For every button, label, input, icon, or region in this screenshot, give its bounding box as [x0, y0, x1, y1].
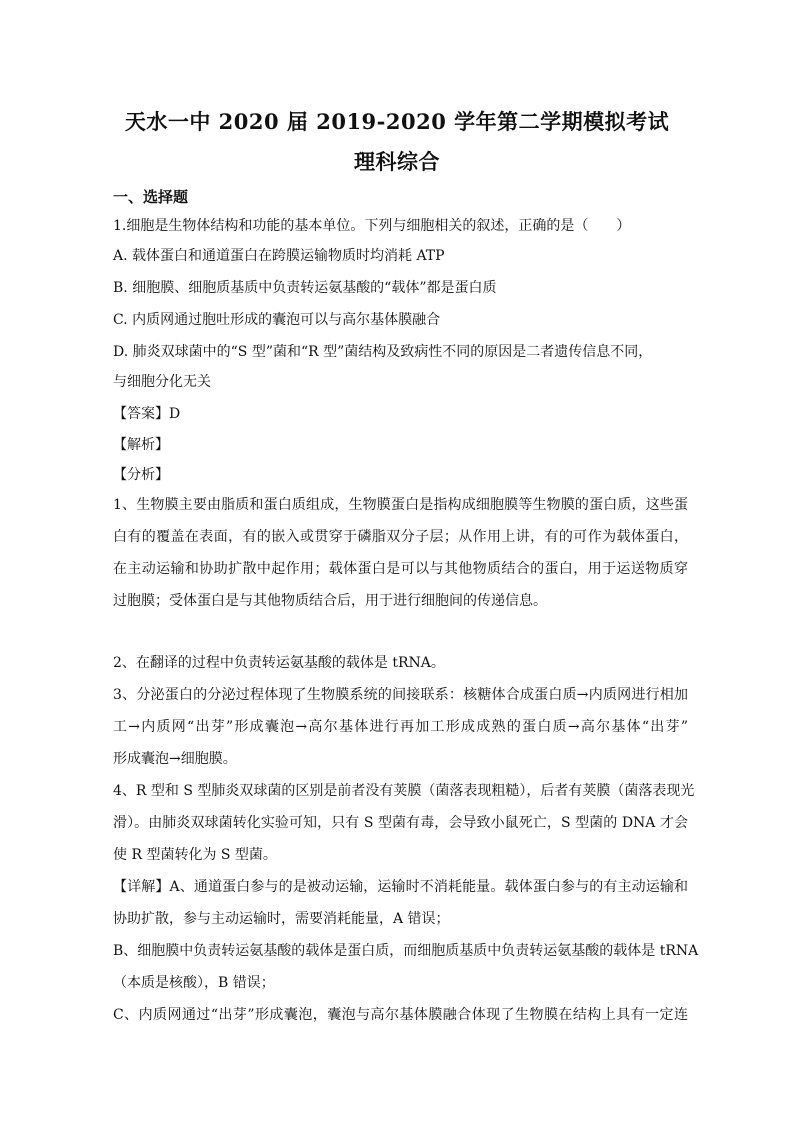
section-heading: 一、选择题 — [113, 188, 189, 206]
exam-subtitle: 理科综合 — [354, 149, 440, 174]
paragraph-line: 使 R 型菌转化为 S 型菌。 — [113, 847, 277, 863]
paragraph-line: 4、R 型和 S 型肺炎双球菌的区别是前者没有荚膜（菌落表现粗糙），后者有荚膜（菌落表现光 — [113, 783, 695, 799]
paragraph-line: 滑）。由肺炎双球菌转化实验可知，只有 S 型菌有毒，会导致小鼠死亡，S 型菌的 DNA 才会 — [113, 815, 688, 831]
paragraph-line: 白有的覆盖在表面，有的嵌入或贯穿于磷脂双分子层；从作用上讲，有的可作为载体蛋白， — [113, 529, 688, 545]
option-b: B. 细胞膜、细胞质基质中负责转运氨基酸的“载体”都是蛋白质 — [113, 280, 497, 296]
detail-line: 【详解】A、通道蛋白参与的是被动运输，运输时不消耗能量。载体蛋白参与的有主动运输和 — [113, 879, 688, 895]
paragraph-line: 过胞膜；受体蛋白是与其他物质结合后，用于进行细胞间的传递信息。 — [113, 593, 547, 609]
exam-title: 天水一中 2020 届 2019-2020 学年第二学期模拟考试 — [124, 109, 670, 134]
option-c: C. 内质网通过胞吐形成的囊泡可以与高尔基体膜融合 — [113, 312, 441, 328]
analysis-label: 【解析】 — [113, 437, 169, 453]
option-d-line1: D. 肺炎双球菌中的“S 型”菌和“R 型”菌结构及致病性不同的原因是二者遗传信息不同， — [113, 344, 653, 360]
paragraph-line: 在主动运输和协助扩散中起作用；载体蛋白是可以与其他物质结合的蛋白，用于运送物质穿 — [113, 561, 688, 577]
question-stem: 1.细胞是生物体结构和功能的基本单位。下列与细胞相关的叙述，正确的是（ ） — [113, 218, 631, 234]
paragraph-line: 1、生物膜主要由脂质和蛋白质组成，生物膜蛋白是指构成细胞膜等生物膜的蛋白质，这些蛋 — [113, 497, 688, 513]
detail-line: 协助扩散，参与主动运输时，需要消耗能量，A 错误； — [113, 911, 450, 927]
detail-line: B、细胞膜中负责转运氨基酸的载体是蛋白质，而细胞质基质中负责转运氨基酸的载体是 tRNA — [113, 943, 699, 959]
answer-label: 【答案】D — [113, 406, 181, 422]
paragraph-line: 形成囊泡→细胞膜。 — [113, 751, 237, 767]
fenxi-label: 【分析】 — [113, 467, 169, 483]
paragraph-line: 3、分泌蛋白的分泌过程体现了生物膜系统的间接联系：核糖体合成蛋白质→内质网进行相加 — [113, 687, 688, 703]
option-a: A. 载体蛋白和通道蛋白在跨膜运输物质时均消耗 ATP — [113, 248, 445, 264]
option-d-line2: 与细胞分化无关 — [113, 374, 211, 390]
paragraph-line: 2、在翻译的过程中负责转运氨基酸的载体是 tRNA。 — [113, 655, 445, 671]
detail-line: C、内质网通过“出芽”形成囊泡，囊泡与高尔基体膜融合体现了生物膜在结构上具有一定连 — [113, 1007, 688, 1023]
detail-line: （本质是核酸），B 错误； — [113, 975, 275, 991]
paragraph-line: 工→内质网“出芽”形成囊泡→高尔基体进行再加工形成成熟的蛋白质→高尔基体“出芽” — [113, 719, 688, 735]
